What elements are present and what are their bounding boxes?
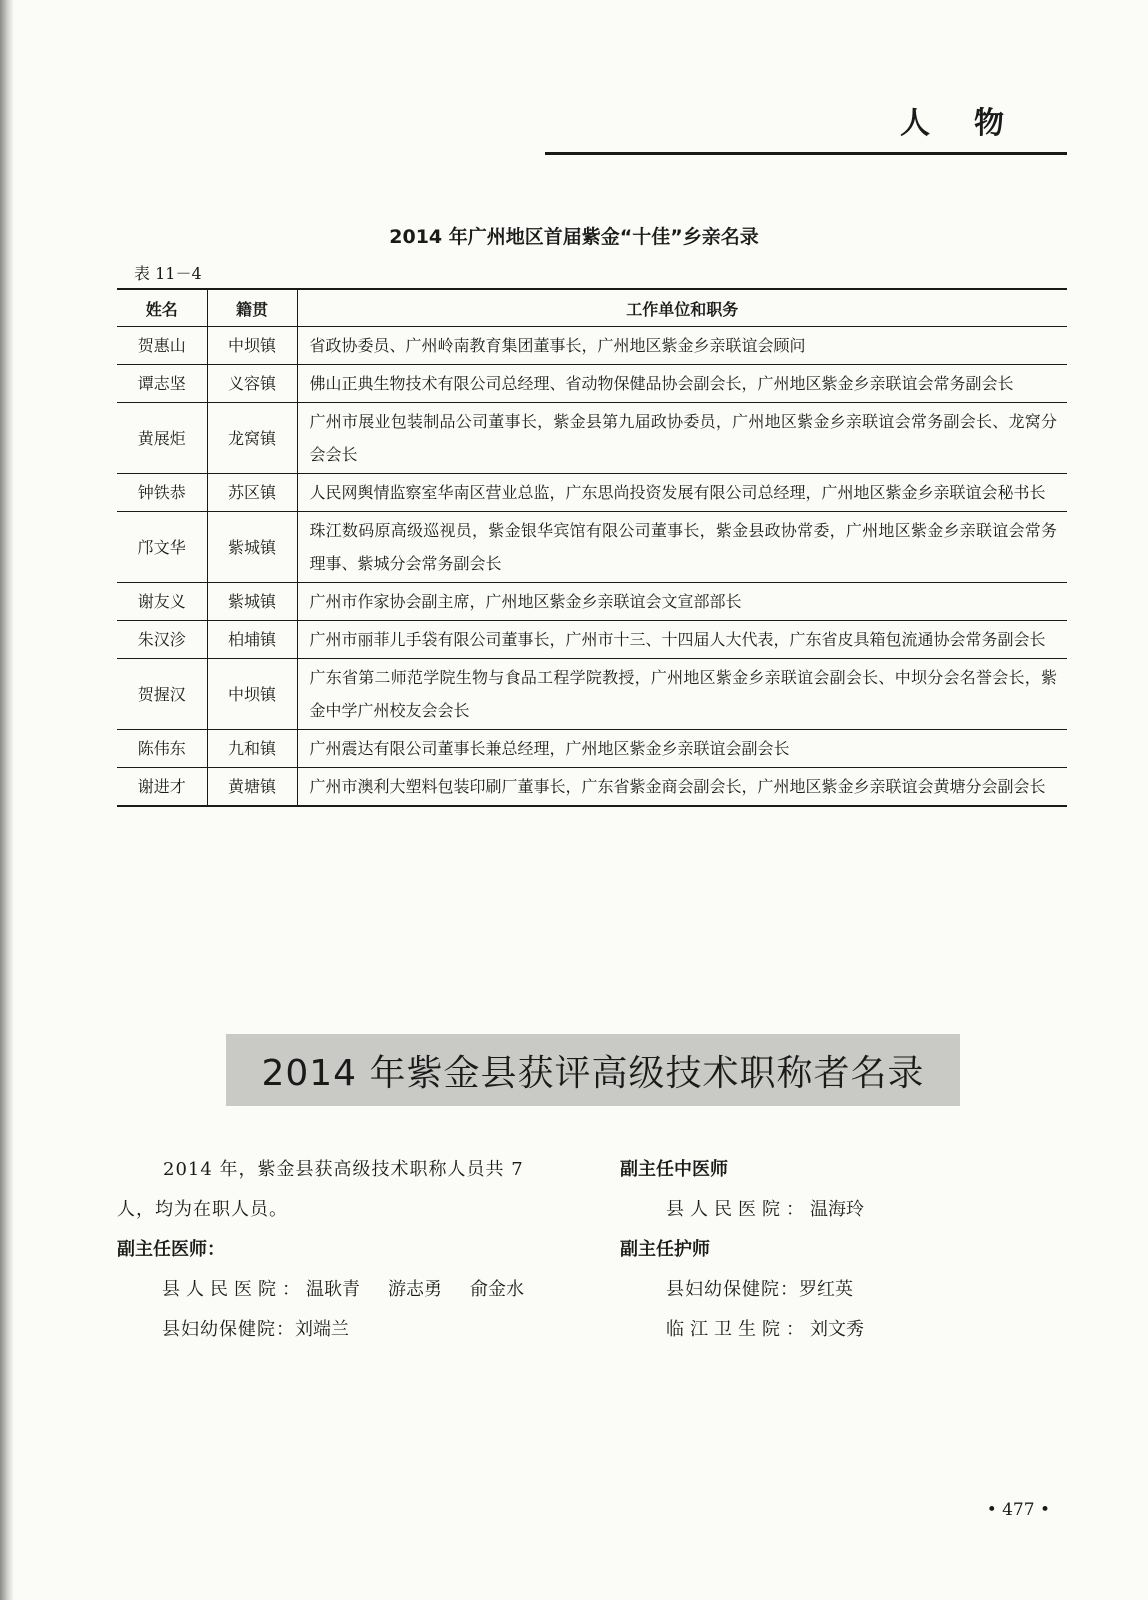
cell-name: 陈伟东 (117, 730, 207, 768)
table-row (117, 621, 1067, 659)
left-column (117, 1150, 567, 1350)
institution-entry (620, 1270, 1060, 1310)
cell-name: 朱汉沴 (117, 621, 207, 659)
table-row (117, 474, 1067, 512)
cell-name: 谢友义 (117, 583, 207, 621)
intro-line-1: 2014 年，紫金县获高级技术职称人员共 7 (163, 1159, 524, 1180)
cell-town: 黄塘镇 (207, 768, 297, 807)
category-heading: 副主任中医师 (620, 1159, 728, 1180)
person-name: 罗红英 (799, 1279, 853, 1300)
cell-name: 谢进才 (117, 768, 207, 807)
cell-town: 中坝镇 (207, 327, 297, 365)
person-name: 温海玲 (810, 1199, 864, 1220)
cell-name: 黄展炬 (117, 403, 207, 474)
institution-entry (620, 1190, 1060, 1230)
institution-name: 县人民医院： (162, 1279, 306, 1300)
table-header-row (117, 289, 1067, 327)
cell-town: 柏埔镇 (207, 621, 297, 659)
cell-name: 邝文华 (117, 512, 207, 583)
person-name: 刘文秀 (810, 1319, 864, 1340)
article-banner: 2014 年紫金县获评高级技术职称者名录 (226, 1034, 960, 1106)
cell-name: 贺握汉 (117, 659, 207, 730)
header-rule (545, 152, 1067, 155)
cell-town: 紫城镇 (207, 512, 297, 583)
table-row (117, 512, 1067, 583)
cell-duty: 广州震达有限公司董事长兼总经理，广州地区紫金乡亲联谊会副会长 (297, 730, 1067, 768)
person-name: 俞金水 (470, 1279, 524, 1300)
page-number: • 477 • (986, 1500, 1050, 1520)
header-town: 籍贯 (207, 289, 297, 327)
cell-duty: 广州市丽菲儿手袋有限公司董事长，广州市十三、十四届人大代表，广东省皮具箱包流通协会常务副会长 (297, 621, 1067, 659)
section-header: 人物 (900, 106, 1048, 141)
cell-duty: 广州市澳利大塑料包装印刷厂董事长，广东省紫金商会副会长，广州地区紫金乡亲联谊会黄塘分会副会长 (297, 768, 1067, 807)
intro-line-2: 人，均为在职人员。 (117, 1199, 288, 1220)
table-label: 表 11－4 (134, 264, 202, 283)
header-name: 姓名 (117, 289, 207, 327)
institution-entry (620, 1310, 1060, 1350)
cell-duty: 人民网舆情监察室华南区营业总监，广东思尚投资发展有限公司总经理，广州地区紫金乡亲联谊会秘书长 (297, 474, 1067, 512)
table-row (117, 403, 1067, 474)
table-row (117, 583, 1067, 621)
institution-name: 县妇幼保健院： (162, 1319, 295, 1340)
table-row (117, 365, 1067, 403)
person-name: 温耿青 (306, 1279, 360, 1300)
cell-duty: 珠江数码原高级巡视员，紫金银华宾馆有限公司董事长，紫金县政协常委，广州地区紫金乡亲联谊会常务理事、紫城分会常务副会长 (297, 512, 1067, 583)
cell-duty: 广州市展业包装制品公司董事长，紫金县第九届政协委员，广州地区紫金乡亲联谊会常务副会长、龙窝分会会长 (297, 403, 1067, 474)
institution-entry (117, 1310, 567, 1350)
institution-entry (117, 1270, 567, 1310)
table-row (117, 768, 1067, 807)
table-row (117, 730, 1067, 768)
intro-paragraph (117, 1150, 567, 1230)
cell-town: 紫城镇 (207, 583, 297, 621)
right-column (620, 1150, 1060, 1350)
table-title: 2014 年广州地区首届紫金“十佳”乡亲名录 (389, 226, 759, 248)
cell-name: 谭志坚 (117, 365, 207, 403)
institution-name: 县人民医院： (666, 1199, 810, 1220)
roster-table (117, 288, 1067, 807)
cell-town: 苏区镇 (207, 474, 297, 512)
institution-name: 县妇幼保健院： (666, 1279, 799, 1300)
cell-town: 九和镇 (207, 730, 297, 768)
cell-name: 钟铁恭 (117, 474, 207, 512)
cell-town: 龙窝镇 (207, 403, 297, 474)
institution-name: 临江卫生院： (666, 1319, 810, 1340)
cell-duty: 省政协委员、广州岭南教育集团董事长，广州地区紫金乡亲联谊会顾问 (297, 327, 1067, 365)
cell-town: 义容镇 (207, 365, 297, 403)
cell-town: 中坝镇 (207, 659, 297, 730)
header-duty: 工作单位和职务 (297, 289, 1067, 327)
category-heading: 副主任护师 (620, 1239, 710, 1260)
cell-duty: 广州市作家协会副主席，广州地区紫金乡亲联谊会文宣部部长 (297, 583, 1067, 621)
table-row (117, 659, 1067, 730)
person-name: 刘端兰 (295, 1319, 349, 1340)
category-heading: 副主任医师： (117, 1239, 225, 1260)
cell-name: 贺惠山 (117, 327, 207, 365)
cell-duty: 广东省第二师范学院生物与食品工程学院教授，广州地区紫金乡亲联谊会副会长、中坝分会名誉会长，紫金中学广州校友会会长 (297, 659, 1067, 730)
table-row (117, 327, 1067, 365)
person-name: 游志勇 (388, 1279, 442, 1300)
cell-duty: 佛山正典生物技术有限公司总经理、省动物保健品协会副会长，广州地区紫金乡亲联谊会常务副会长 (297, 365, 1067, 403)
